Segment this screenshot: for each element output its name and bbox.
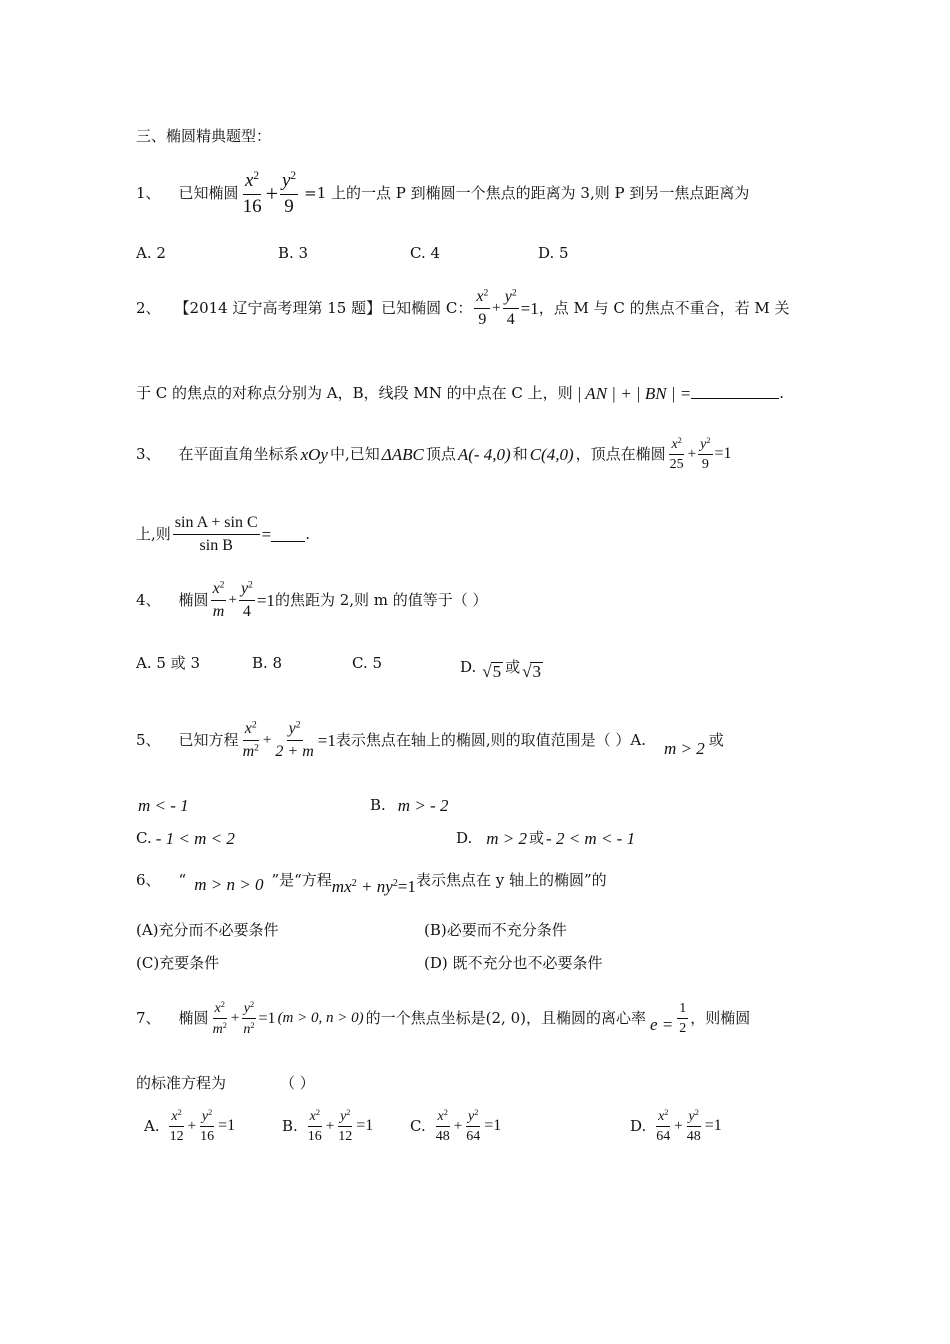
q5-option-d: D. m > 2 或 - 2 < m < - 1	[456, 829, 636, 848]
q7-line-2: 的标准方程为 （ ）	[136, 1074, 315, 1092]
section-heading: 三、椭圆精典题型：	[136, 127, 272, 145]
q7-option-a: A. $\frac{x^2}{12}$ + $\frac{y^2}{16}$ =1	[144, 1108, 236, 1145]
q5-option-a-expr2: m < - 1	[138, 796, 189, 815]
q4-fraction-x: $\frac{x^2}{m}$	[212, 579, 225, 620]
q3-fraction-x: $\frac{x^2}{25}$	[669, 436, 684, 473]
q3-line-2: 上,则 $\frac{\text{sin A + sin C}}{\text{sin B}}$ = .	[136, 514, 310, 554]
q3-triangle: ΔABC	[381, 444, 424, 464]
q2-expression: | AN | + | BN | =	[576, 384, 692, 403]
question-5: 5、 已知方程 $\frac{x^2}{m^2}$ + $\frac{y^2}{2 + m}$ =1 表示焦点在轴上的椭圆,则的取值范围是（ ）A. m > 2 或	[136, 719, 724, 760]
q1-option-b: B. 3	[278, 244, 309, 262]
q1-option-d: D. 5	[538, 244, 569, 262]
q7-option-d: D. $\frac{x^2}{64}$ + $\frac{y^2}{48}$ =1	[630, 1108, 722, 1145]
q1-pre: 已知椭圆	[178, 184, 239, 203]
question-1: 1、 已知椭圆 $\frac{x^2}{16}$ + $\frac{y^2}{9}$ =1 上的一点 P 到椭圆一个焦点的距离为 3,则 P 到另一焦点距离为	[136, 169, 750, 217]
q2-post: ，点 M 与 C 的焦点不重合，若 M 关	[538, 298, 790, 317]
q6-option-d: (D) 既不充分也不必要条件	[424, 954, 603, 972]
question-6: 6、 “ m > n > 0 ”是“方程 $mx^2 + ny^2=1$ 表示焦点在 y 轴上的椭圆”的	[136, 871, 607, 896]
q1-option-a: A. 2	[136, 244, 166, 262]
q5-option-a-expr: m > 2	[663, 738, 705, 758]
q5-option-b: B. m > - 2	[370, 796, 449, 815]
q4-number: 4、	[136, 590, 161, 609]
q7-eccentricity: $\frac{1}{2}$	[679, 1001, 687, 1037]
q2-fraction-y: $\frac{y^2}{4}$	[504, 287, 517, 328]
q5-option-c: C. - 1 < m < 2	[136, 829, 235, 848]
q2-line-2: 于 C 的焦点的对称点分别为 A，B，线段 MN 的中点在 C 上，则 | AN | + | BN | = .	[136, 384, 784, 403]
q2-pre: 已知椭圆 C：	[381, 298, 473, 317]
q3-point-a: A(- 4,0)	[457, 444, 511, 464]
q4-option-a: A. 5 或 3	[136, 654, 200, 672]
q3-sine-ratio: $\frac{\text{sin A + sin C}}{\text{sin B}}$	[174, 514, 258, 554]
q6-equation: $mx^2 + ny^2=1$	[331, 877, 416, 896]
q4-option-d: D. √ 5 或 √ 3	[460, 657, 541, 681]
q4-option-b: B. 8	[252, 654, 283, 672]
q3-point-c: C(4,0)	[529, 444, 574, 464]
q3-number: 3、	[136, 444, 161, 463]
q1-fraction-y: $\frac{y^2}{9}$	[281, 169, 297, 217]
q6-condition: m > n > 0	[194, 875, 264, 894]
q6-option-a: (A)充分而不必要条件	[136, 921, 279, 939]
q3-fraction-y: $\frac{y^2}{9}$	[700, 436, 711, 473]
q6-option-b: (B)必要而不充分条件	[424, 921, 567, 939]
q5-number: 5、	[136, 730, 161, 749]
q4-fraction-y: $\frac{y^2}{4}$	[240, 579, 253, 620]
q1-post: =1 上的一点 P 到椭圆一个焦点的距离为 3,则 P 到另一焦点距离为	[304, 184, 750, 203]
question-3: 3、 在平面直角坐标系 xOy 中,已知 ΔABC 顶点 A(- 4,0) 和 C(4,0) ，顶点在椭圆 $\frac{x^2}{25}$ + $\frac{y^2}{9}$ =1	[136, 436, 732, 473]
q4-option-c: C. 5	[352, 654, 383, 672]
sqrt-5: √ 5	[482, 662, 502, 681]
q2-fraction-x: $\frac{x^2}{9}$	[476, 287, 489, 328]
q7-number: 7、	[136, 1009, 161, 1028]
q7-condition: (m > 0, n > 0)	[277, 1010, 364, 1027]
q5-fraction-x: $\frac{x^2}{m^2}$	[242, 719, 259, 760]
q2-answer-blank[interactable]	[691, 388, 779, 399]
question-4: 4、 椭圆 $\frac{x^2}{m}$ + $\frac{y^2}{4}$ =1 的焦距为 2,则 m 的值等于（ ）	[136, 579, 488, 620]
q6-number: 6、	[136, 871, 161, 889]
q1-fraction-x: $\frac{x^2}{16}$	[242, 169, 262, 217]
q7-option-c: C. $\frac{x^2}{48}$ + $\frac{y^2}{64}$ =1	[410, 1108, 502, 1145]
q7-fraction-x: $\frac{x^2}{m^2}$	[212, 1000, 227, 1038]
q5-fraction-y: $\frac{y^2}{2 + m}$	[275, 719, 314, 760]
q3-answer-blank[interactable]	[271, 527, 305, 542]
q6-option-c: (C)充要条件	[136, 954, 220, 972]
q7-option-b: B. $\frac{x^2}{16}$ + $\frac{y^2}{12}$ =1	[282, 1108, 374, 1145]
q2-source: 【2014 辽宁高考理第 15 题】	[174, 298, 382, 317]
question-2: 2、 【2014 辽宁高考理第 15 题】 已知椭圆 C： $\frac{x^2}{9}$ + $\frac{y^2}{4}$ =1 ，点 M 与 C 的焦点不重合，若 M 关	[136, 287, 790, 328]
q7-fraction-y: $\frac{y^2}{n^2}$	[243, 1000, 255, 1038]
q1-option-c: C. 4	[410, 244, 441, 262]
q1-number: 1、	[136, 184, 161, 203]
question-7: 7、 椭圆 $\frac{x^2}{m^2}$ + $\frac{y^2}{n^2}$ =1 (m > 0, n > 0) 的一个焦点坐标是(2, 0)，且椭圆的离心率 e = $\frac{1}{2}$ ，则椭圆	[136, 1000, 751, 1038]
sqrt-3: √ 3	[522, 662, 541, 681]
q2-number: 2、	[136, 298, 161, 317]
